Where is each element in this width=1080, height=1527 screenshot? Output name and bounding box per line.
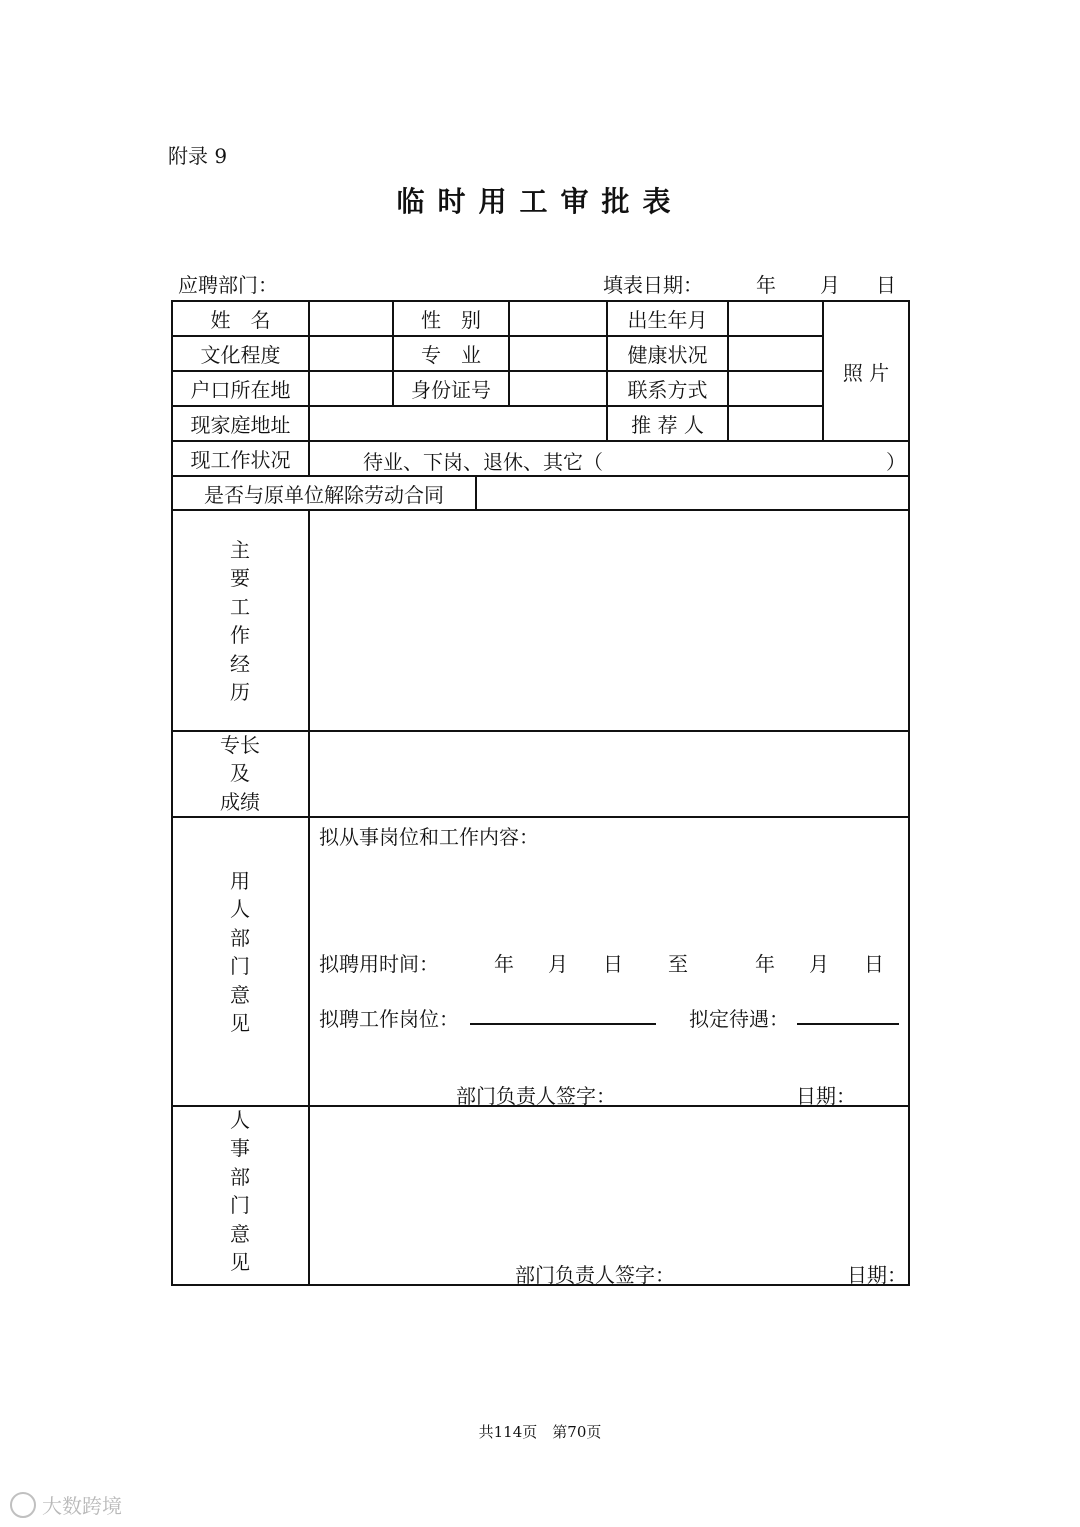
fill-date-month: 月 [820,273,840,297]
fill-date-day: 日 [876,273,896,297]
appendix-label: 附录 9 [168,144,228,168]
period-start-day: 日 [603,952,623,976]
fill-date-label: 填表日期： [603,273,703,297]
experience-label: 主 要 工 作 经 历 [230,538,250,705]
grid-line [508,300,510,406]
period-to: 至 [668,952,688,976]
work-status-close: ） [886,450,906,474]
name-label: 姓 名 [210,308,271,332]
hr-sign-label: 部门负责人签字： [515,1263,675,1287]
hr-date-label: 日期： [847,1263,907,1287]
period-start-year: 年 [494,952,514,976]
grid-line [171,509,909,511]
photo-label: 照 片 [842,360,890,385]
grid-line [727,300,729,441]
fill-date-year: 年 [756,273,776,297]
page-footer: 共114页 第70页 [478,1423,602,1441]
period-end-month: 月 [809,952,829,976]
period-end-year: 年 [755,952,775,976]
form-title: 临时用工审批表 [396,185,684,218]
hr-opinion-label: 人 事 部 门 意 见 [230,1108,250,1275]
dept-label: 应聘部门： [178,273,278,297]
grid-line [171,730,909,732]
specialty-label: 专长 及 成绩 [220,733,260,814]
period-end-day: 日 [864,952,884,976]
gender-label: 性 别 [421,308,481,332]
address-label: 现家庭地址 [190,413,291,437]
referrer-label: 推 荐 人 [631,413,704,437]
dept-sign-label: 部门负责人签字： [456,1084,616,1108]
watermark: 大数跨境 [10,1490,122,1519]
period-label: 拟聘用时间： [319,952,439,976]
position-label: 拟聘工作岗位： [319,1007,459,1031]
period-start-month: 月 [548,952,568,976]
treatment-underline [797,1023,899,1025]
work-status-options: 待业、下岗、退休、其它（ [363,450,603,474]
grid-line [308,509,310,1286]
grid-line [908,300,910,1286]
contract-label: 是否与原单位解除劳动合同 [204,482,444,507]
birth-label: 出生年月 [627,308,708,332]
hukou-label: 户口所在地 [190,378,291,402]
treatment-label: 拟定待遇： [689,1007,789,1031]
dept-opinion-label: 用 人 部 门 意 见 [230,869,250,1036]
education-label: 文化程度 [200,343,281,367]
grid-line [308,300,310,476]
work-status-label: 现工作状况 [190,448,291,472]
dept-date-label: 日期： [796,1084,856,1108]
contact-label: 联系方式 [627,378,708,402]
health-label: 健康状况 [627,343,708,367]
grid-line [171,816,909,818]
watermark-logo-icon [10,1492,36,1518]
post-content-label: 拟从事岗位和工作内容： [319,825,539,849]
position-underline [470,1023,656,1025]
grid-line [475,475,477,510]
id-number-label: 身份证号 [411,378,491,402]
major-label: 专 业 [421,343,481,367]
